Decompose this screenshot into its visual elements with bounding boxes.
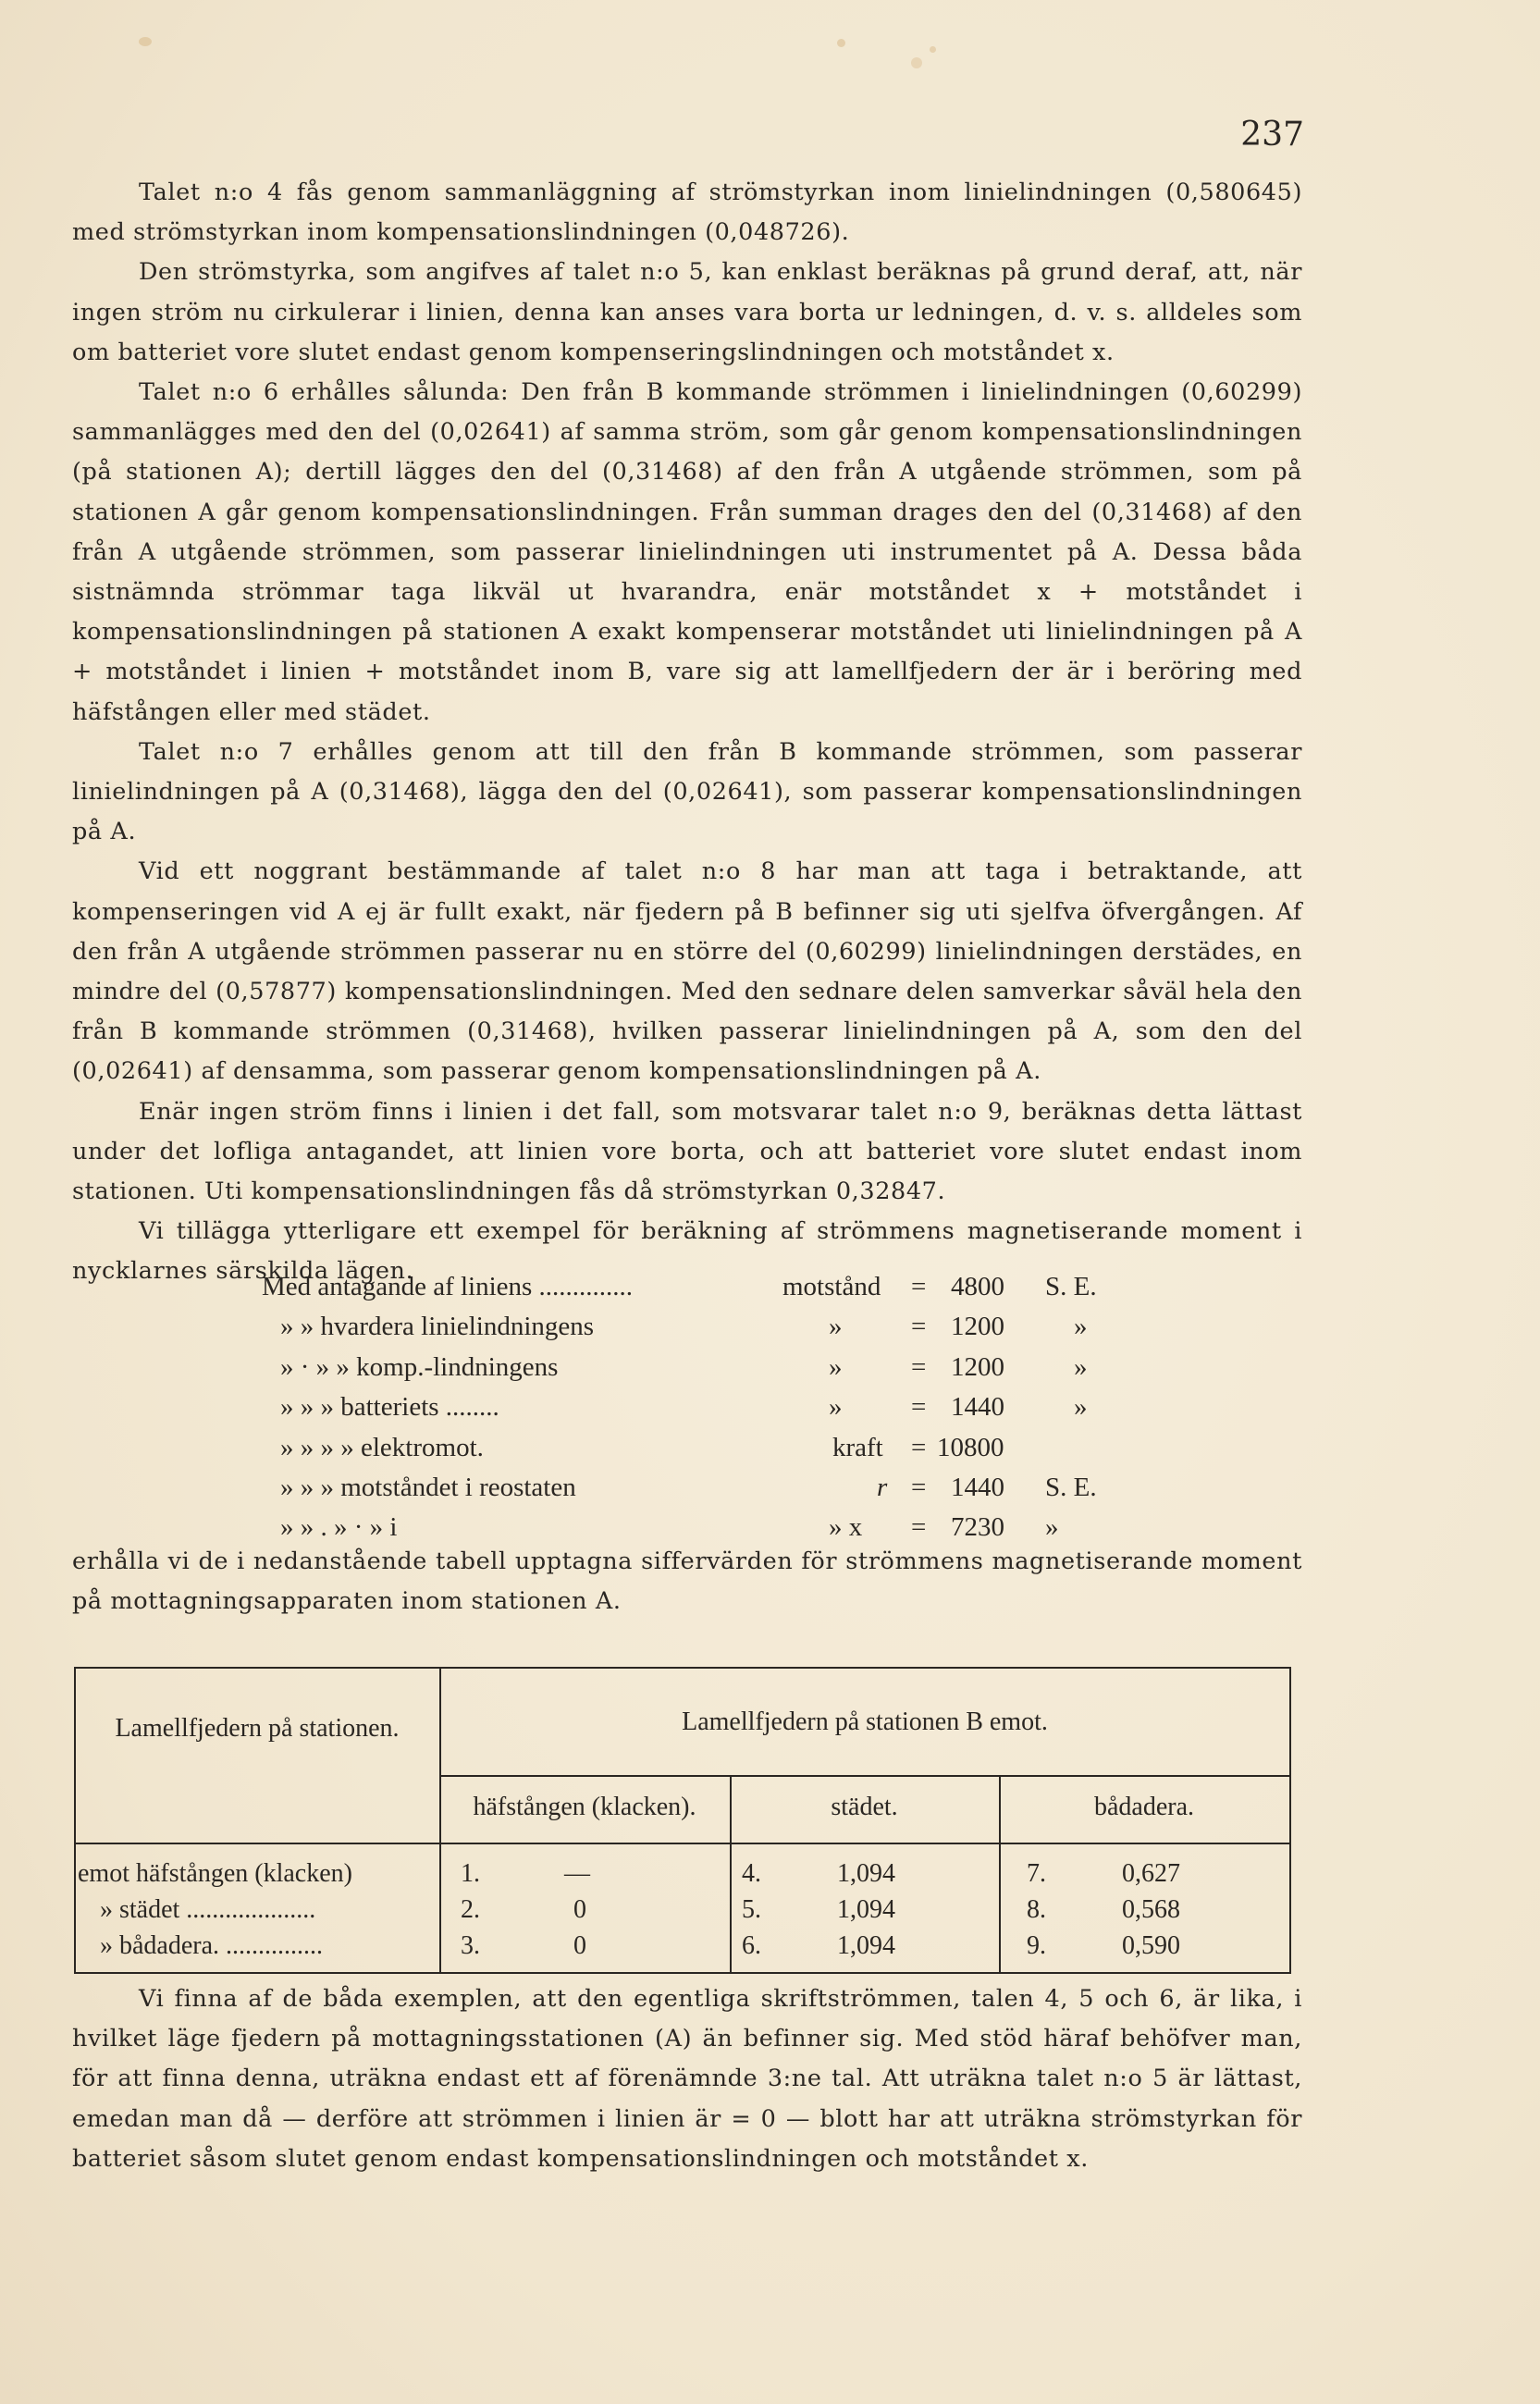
closing-text xyxy=(72,1542,1302,1621)
paragraph: Vi tillägga ytterligare ett exempel för beräkning af strömmens magnetiserande moment i nycklarnes särskilda lägen. xyxy=(72,1217,1302,1286)
parameter-label: » » » batteriets ........ xyxy=(280,1392,499,1423)
parameter-value: 1440 xyxy=(951,1472,1004,1502)
cell-value: 1,094 xyxy=(837,1859,895,1888)
table-divider xyxy=(439,1775,1289,1777)
parameter-property: » x xyxy=(829,1512,863,1543)
table-divider xyxy=(439,1669,441,1974)
parameter-unit: » xyxy=(1045,1512,1059,1543)
cell-value: 1,094 xyxy=(837,1931,895,1960)
table-border-right xyxy=(1289,1669,1291,1974)
paragraph: Talet n:o 4 fås genom sammanläggning af strömstyrkan inom linielindningen (0,580645) med strömstyrkan inom kompensationslindningen (0,048726). xyxy=(72,179,1302,247)
table-divider xyxy=(730,1775,732,1974)
parameter-list xyxy=(72,1267,1302,1548)
parameter-unit: S. E. xyxy=(1045,1272,1097,1301)
parameter-label: » » » motståndet i reostaten xyxy=(280,1472,576,1502)
parameter-value: 7230 xyxy=(951,1512,1004,1543)
parameter-value: 4800 xyxy=(951,1272,1004,1301)
column-header: städet. xyxy=(831,1793,898,1821)
table-border-bottom xyxy=(74,1972,1291,1974)
table-divider xyxy=(74,1843,1289,1844)
row-label: emot häfstången (klacken) xyxy=(78,1859,352,1888)
parameter-value: 1200 xyxy=(951,1351,1004,1382)
cell-value: 0,568 xyxy=(1122,1895,1180,1924)
parameter-value: 10800 xyxy=(937,1432,1004,1462)
parameter-equals: = xyxy=(911,1312,927,1342)
cell-value: 0 xyxy=(573,1895,586,1924)
parameter-label: » » » » elektromot. xyxy=(280,1432,484,1462)
page-number: 237 xyxy=(1240,116,1304,154)
parameter-property: » xyxy=(829,1351,843,1382)
parameter-label: » · » » komp.-lindningens xyxy=(280,1351,559,1382)
parameter-equals: = xyxy=(911,1351,927,1382)
parameter-equals: = xyxy=(911,1272,927,1301)
paragraph: Talet n:o 6 erhålles sålunda: Den från B kommande strömmen i linielindningen (0,60299) sammanlägges med den del (0,02641) af samma ström, som går genom kompensationslindningen (på stationen A); dertill lägges den del (0,31468) af den från A utgående strömmen, som på stationen A går genom kompensationslindningen. Från summan drages den del (0,31468) af den från A utgående strömmen, som passerar linielindningen uti instrumentet på A. Dessa båda sistnämnda strömmar taga likväl ut hvarandra, enär motståndet x + motståndet i kompensationslindningen på stationen A exakt kompenserar motståndet uti linielindningen på A + motståndet i linien + motståndet inom B, vare sig att lamellfjedern der är i beröring med häfstången eller med städet. xyxy=(72,378,1302,726)
column-header: bådadera. xyxy=(1093,1793,1195,1821)
parameter-row xyxy=(72,1387,1302,1427)
parameter-unit: » xyxy=(1074,1312,1088,1342)
foxing-spot xyxy=(911,57,922,68)
parameter-value: 1200 xyxy=(951,1312,1004,1342)
cell-number: 1. xyxy=(461,1859,480,1888)
cell-number: 9. xyxy=(1027,1931,1046,1960)
parameter-property: » xyxy=(829,1312,843,1342)
paragraph: Den strömstyrka, som angifves af talet n:o 5, kan enklast beräknas på grund deraf, att, när ingen ström nu cirkulerar i linien, denna kan anses vara borta ur ledningen, d. v. s. alldeles som om batteriet vore slutet endast genom kompenseringslindningen och motståndet x. xyxy=(72,258,1302,366)
cell-number: 6. xyxy=(742,1931,761,1960)
cell-number: 3. xyxy=(461,1931,480,1960)
parameter-equals: = xyxy=(911,1472,927,1502)
final-paragraph: Vi finna af de båda exemplen, att den egentliga skriftströmmen, talen 4, 5 och 6, är lika, i hvilket läge fjedern på mottagningsstationen (A) än befinner sig. Med stöd häraf behöfver man, för att finna denna, uträkna endast ett af förenämnde 3:ne tal. Att uträkna talet n:o 5 är lättast, emedan man då — derföre att strömmen i linien är = 0 — blott har att uträkna strömstyrkan för batteriet såsom slutet genom endast kompensationslindningen och motståndet x. xyxy=(72,1985,1302,2173)
cell-value: 0,590 xyxy=(1122,1931,1180,1960)
parameter-equals: = xyxy=(911,1392,927,1423)
parameter-equals: = xyxy=(911,1512,927,1543)
cell-value: 0 xyxy=(573,1931,586,1960)
table-border-left xyxy=(74,1669,76,1974)
parameter-label: » » . » · » i xyxy=(280,1512,398,1543)
parameter-row xyxy=(72,1428,1302,1468)
final-text xyxy=(72,1979,1302,2179)
parameter-unit: » xyxy=(1074,1392,1088,1423)
foxing-spot xyxy=(139,37,152,46)
table-divider xyxy=(999,1775,1001,1974)
cell-number: 2. xyxy=(461,1895,480,1924)
column-header: häfstången (klacken). xyxy=(473,1793,696,1821)
cell-number: 5. xyxy=(742,1895,761,1924)
row-label: » bådadera. ............... xyxy=(100,1931,324,1960)
paragraph: Talet n:o 7 erhålles genom att till den från B kommande strömmen, som passerar linielindningen på A (0,31468), lägga den del (0,02641), som passerar kompensationslindningen på A. xyxy=(72,737,1302,846)
parameter-equals: = xyxy=(911,1432,927,1462)
row-header-title: Lamellfjedern på stationen. xyxy=(115,1714,400,1743)
parameter-property: » xyxy=(829,1392,843,1423)
parameter-property: motstånd xyxy=(782,1272,881,1301)
parameter-value: 1440 xyxy=(951,1392,1004,1423)
parameter-row xyxy=(72,1307,1302,1347)
cell-number: 8. xyxy=(1027,1895,1046,1924)
cell-value: — xyxy=(564,1859,590,1888)
foxing-spot xyxy=(837,39,845,47)
parameter-unit: S. E. xyxy=(1045,1472,1097,1502)
parameter-property: r xyxy=(877,1472,888,1502)
parameter-row xyxy=(72,1348,1302,1387)
foxing-spot xyxy=(930,46,936,53)
parameter-unit: » xyxy=(1074,1351,1088,1382)
body-text xyxy=(72,173,1302,1292)
cell-number: 4. xyxy=(742,1859,761,1888)
parameter-property: kraft xyxy=(832,1432,883,1462)
results-table xyxy=(74,1667,1291,1974)
paragraph: Enär ingen ström finns i linien i det fall, som motsvarar talet n:o 9, beräknas detta lättast under det lofliga antagandet, att linien vore borta, och att batteriet vore slutet endast inom stationen. Uti kompensationslindningen fås då strömstyrkan 0,32847. xyxy=(72,1097,1302,1206)
parameter-label: » » hvardera linielindningens xyxy=(280,1312,595,1342)
row-label: » städet .................... xyxy=(100,1895,316,1924)
parameter-row xyxy=(72,1468,1302,1508)
closing-paragraph: erhålla vi de i nedanstående tabell upptagna siffervärden för strömmens magnetiserande moment på mottagningsapparaten inom stationen A. xyxy=(72,1547,1302,1616)
parameter-row xyxy=(72,1267,1302,1307)
paragraph: Vid ett noggrant bestämmande af talet n:o 8 har man att taga i betraktande, att kompenseringen vid A ej är fullt exakt, när fjedern på B befinner sig uti sjelfva öfvergången. Af den från A utgående strömmen passerar nu en större del (0,60299) linielindningen derstädes, en mindre del (0,57877) kompensationslindningen. Med den sednare delen samverkar såväl hela den från B kommande strömmen (0,31468), hvilken passerar linielindningen på A, som den del (0,02641) af densamma, som passerar genom kompensationslindningen på A. xyxy=(72,857,1302,1086)
cell-value: 0,627 xyxy=(1122,1859,1180,1888)
cell-number: 7. xyxy=(1027,1859,1046,1888)
cell-value: 1,094 xyxy=(837,1895,895,1924)
parameter-label: Med antagande af liniens .............. xyxy=(262,1272,634,1301)
column-group-title: Lamellfjedern på stationen B emot. xyxy=(682,1707,1048,1736)
